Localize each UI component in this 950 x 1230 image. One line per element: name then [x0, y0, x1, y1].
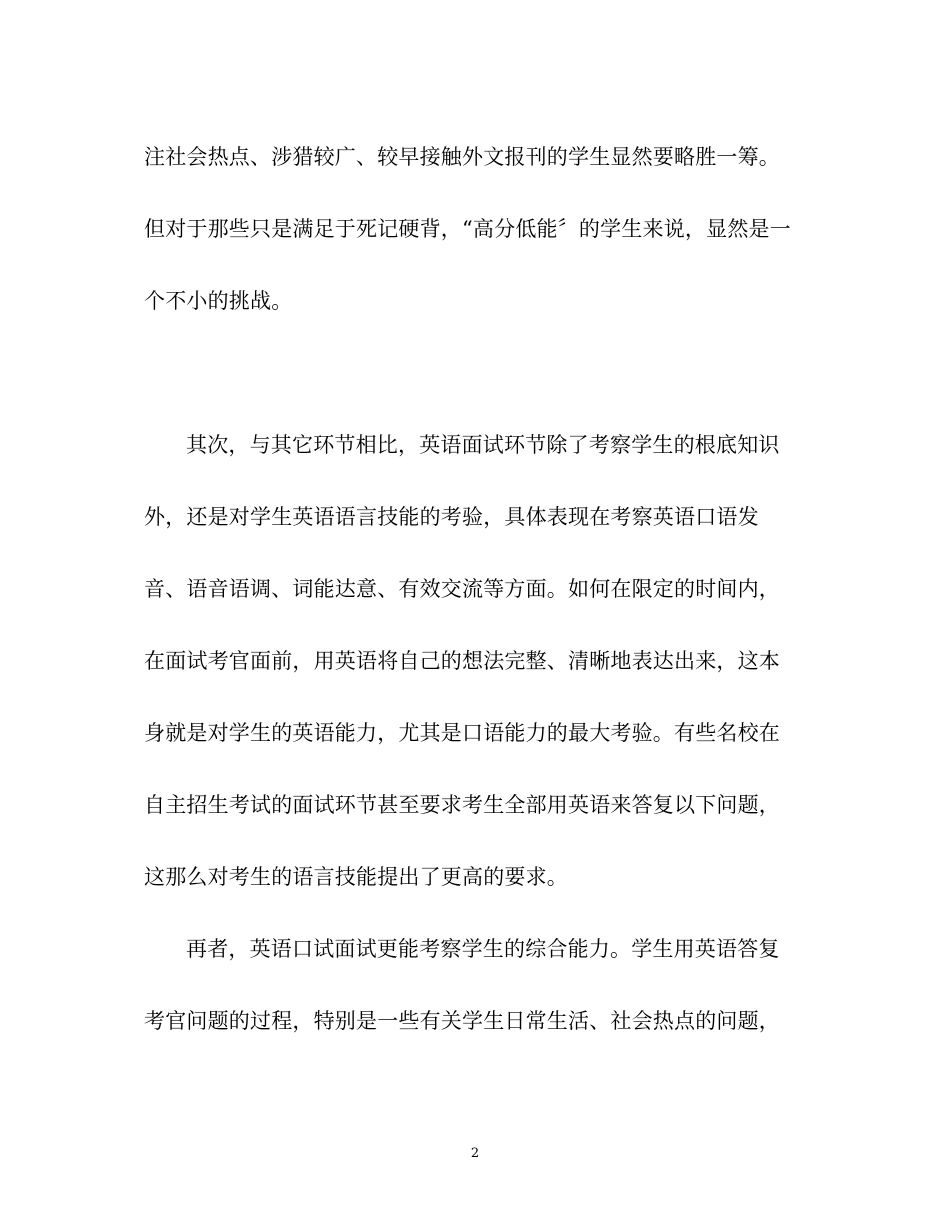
paragraph-2-line-2: 外，还是对学生英语语言技能的考验，具体表现在考察英语口语发 — [144, 505, 759, 529]
paragraph-1-line-1: 注社会热点、涉猎较广、较早接触外文报刊的学生显然要略胜一筹。 — [144, 145, 780, 169]
paragraph-2-line-3: 音、语音语调、词能达意、有效交流等方面。如何在限定的时间内， — [144, 577, 780, 601]
paragraph-2-line-1: 其次，与其它环节相比，英语面试环节除了考察学生的根底知识 — [186, 433, 780, 457]
paragraph-1-line-3: 个不小的挑战。 — [144, 289, 293, 313]
paragraph-2-line-6: 自主招生考试的面试环节甚至要求考生全部用英语来答复以下问题， — [144, 793, 780, 817]
paragraph-3-line-1: 再者，英语口试面试更能考察学生的综合能力。学生用英语答复 — [186, 937, 780, 961]
page-number: 2 — [470, 1146, 480, 1161]
paragraph-2-line-7: 这那么对考生的语言技能提出了更高的要求。 — [144, 865, 568, 889]
paragraph-1-line-2: 但对于那些只是满足于死记硬背，“高分低能〞的学生来说，显然是一 — [144, 217, 791, 241]
paragraph-3-line-2: 考官问题的过程，特别是一些有关学生日常生活、社会热点的问题， — [144, 1009, 780, 1033]
paragraph-2-line-5: 身就是对学生的英语能力，尤其是口语能力的最大考验。有些名校在 — [144, 721, 780, 745]
paragraph-2-line-4: 在面试考官面前，用英语将自己的想法完整、清晰地表达出来，这本 — [144, 649, 780, 673]
